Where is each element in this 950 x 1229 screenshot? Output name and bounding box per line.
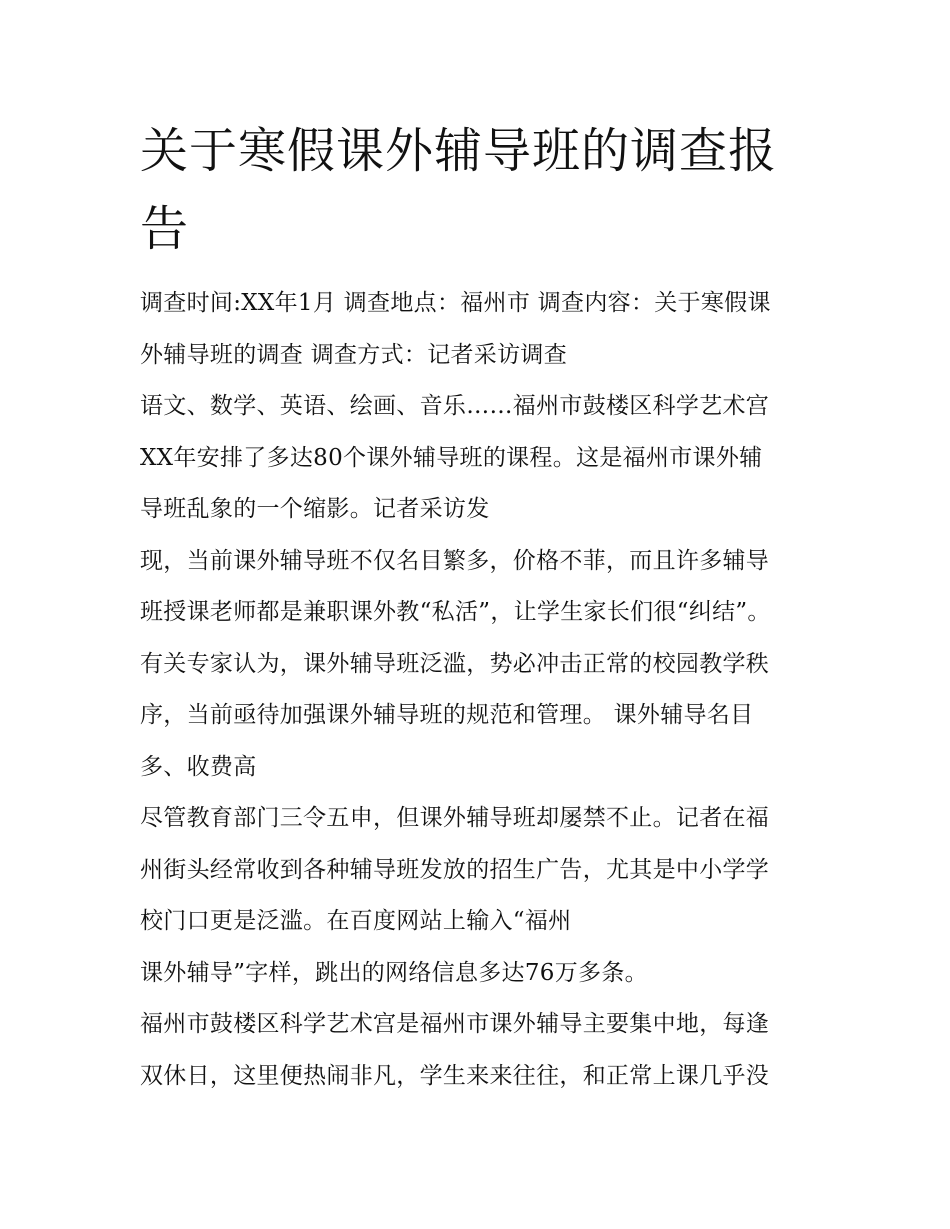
body-line: 调查时间:XX年1月 调查地点：福州市 调查内容：关于寒假课 — [140, 290, 771, 316]
title-line-2: 告 — [140, 201, 190, 257]
body-line: 班授课老师都是兼职课外教“私活”，让学生家长们很“纠结”。 — [140, 599, 771, 625]
document-body — [140, 280, 820, 1104]
body-line: 福州市鼓楼区科学艺术宫是福州市课外辅导主要集中地，每逢 — [140, 1011, 770, 1037]
body-line: 多、收费高 — [140, 753, 257, 780]
body-line: 语文、数学、英语、绘画、音乐……福州市鼓楼区科学艺术宫 — [140, 393, 770, 419]
body-line: 州街头经常收到各种辅导班发放的招生广告，尤其是中小学学 — [140, 856, 770, 883]
body-line: 双休日，这里便热闹非凡，学生来来往往，和正常上课几乎没 — [140, 1062, 770, 1089]
title-line-1: 关于寒假课外辅导班的调查报 — [140, 123, 778, 179]
body-line: 导班乱象的一个缩影。记者采访发 — [140, 496, 490, 522]
document-title — [140, 112, 820, 268]
body-line: XX年安排了多达80个课外辅导班的课程。这是福州市课外辅 — [140, 444, 763, 471]
body-line: 校门口更是泛滥。在百度网站上输入“福州 — [140, 908, 572, 934]
body-line: 序，当前亟待加强课外辅导班的规范和管理。 课外辅导名目 — [140, 702, 754, 728]
body-line: 外辅导班的调查 调查方式：记者采访调查 — [140, 341, 568, 368]
body-line: 尽管教育部门三令五申，但课外辅导班却屡禁不止。记者在福 — [140, 805, 770, 831]
body-line: 有关专家认为，课外辅导班泛滥，势必冲击正常的校园教学秩 — [140, 650, 770, 677]
body-line: 课外辅导”字样，跳出的网络信息多达76万多条。 — [140, 959, 648, 986]
body-line: 现，当前课外辅导班不仅名目繁多，价格不菲，而且许多辅导 — [140, 547, 770, 574]
